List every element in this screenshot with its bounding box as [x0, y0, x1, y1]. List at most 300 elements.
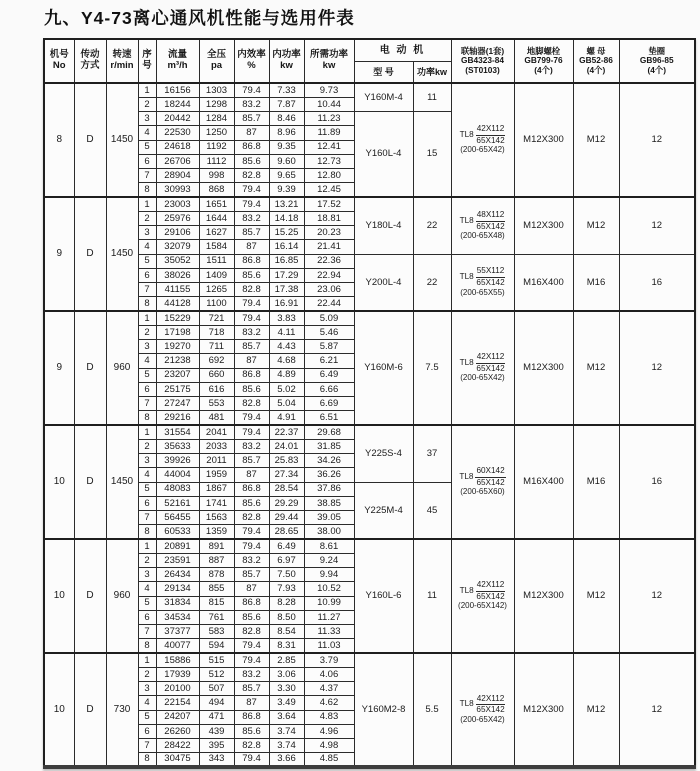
flow-cell: 27247: [156, 397, 199, 411]
pressure-cell: 1192: [199, 140, 234, 154]
required-power-cell: 4.06: [304, 667, 354, 681]
seq-cell: 1: [138, 197, 156, 211]
efficiency-cell: 86.8: [234, 368, 269, 382]
header-cell-seq: 序 号: [138, 39, 156, 83]
motor-model-cell: Y225S-4: [354, 425, 413, 482]
header-cell-motor-power: 功率kw: [413, 61, 451, 83]
anchor-bolt-cell: M12X300: [514, 539, 573, 653]
flow-cell: 31834: [156, 596, 199, 610]
page-title: 九、Y4-73离心通风机性能与选用件表: [44, 8, 355, 28]
pressure-cell: 2041: [199, 425, 234, 439]
coupling-note: (200-65X55): [460, 287, 505, 297]
flow-cell: 44128: [156, 297, 199, 311]
internal-power-cell: 25.83: [269, 454, 304, 468]
seq-cell: 3: [138, 682, 156, 696]
anchor-bolt-cell: M16X400: [514, 425, 573, 539]
efficiency-cell: 79.4: [234, 311, 269, 325]
header-cell-coupling: 联轴器(1套) GB4323-84 (ST0103): [451, 39, 514, 83]
pressure-cell: 1959: [199, 468, 234, 482]
flow-cell: 44004: [156, 468, 199, 482]
required-power-cell: 6.69: [304, 397, 354, 411]
motor-power-cell: 11: [413, 539, 451, 653]
required-power-cell: 5.87: [304, 340, 354, 354]
pressure-cell: 594: [199, 639, 234, 653]
efficiency-cell: 85.6: [234, 724, 269, 738]
motor-power-cell: 5.5: [413, 653, 451, 767]
internal-power-cell: 28.54: [269, 482, 304, 496]
required-power-cell: 21.41: [304, 240, 354, 254]
pressure-cell: 891: [199, 539, 234, 553]
efficiency-cell: 83.2: [234, 667, 269, 681]
nut-cell: M12: [573, 311, 619, 425]
required-power-cell: 11.03: [304, 639, 354, 653]
seq-cell: 1: [138, 539, 156, 553]
efficiency-cell: 83.2: [234, 553, 269, 567]
pressure-cell: 1303: [199, 83, 234, 97]
internal-power-cell: 7.33: [269, 83, 304, 97]
required-power-cell: 9.94: [304, 568, 354, 582]
internal-power-cell: 16.91: [269, 297, 304, 311]
flow-cell: 26260: [156, 724, 199, 738]
required-power-cell: 12.45: [304, 183, 354, 197]
pressure-cell: 855: [199, 582, 234, 596]
internal-power-cell: 3.66: [269, 753, 304, 767]
internal-power-cell: 4.89: [269, 368, 304, 382]
efficiency-cell: 87: [234, 582, 269, 596]
coupling-note: (200-65X48): [460, 231, 505, 241]
internal-power-cell: 3.64: [269, 710, 304, 724]
pressure-cell: 1250: [199, 126, 234, 140]
pressure-cell: 711: [199, 340, 234, 354]
required-power-cell: 36.26: [304, 468, 354, 482]
header-cell-required-power: 所需功率 kw: [304, 39, 354, 83]
nut-cell: M16: [573, 425, 619, 539]
efficiency-cell: 87: [234, 240, 269, 254]
internal-power-cell: 8.46: [269, 112, 304, 126]
flow-cell: 38026: [156, 268, 199, 282]
internal-power-cell: 8.54: [269, 625, 304, 639]
internal-power-cell: 27.34: [269, 468, 304, 482]
pressure-cell: 1359: [199, 525, 234, 539]
internal-power-cell: 22.37: [269, 425, 304, 439]
pressure-cell: 512: [199, 667, 234, 681]
required-power-cell: 6.51: [304, 411, 354, 425]
efficiency-cell: 79.4: [234, 539, 269, 553]
required-power-cell: 10.99: [304, 596, 354, 610]
efficiency-cell: 82.8: [234, 397, 269, 411]
efficiency-cell: 85.7: [234, 682, 269, 696]
required-power-cell: 39.05: [304, 511, 354, 525]
efficiency-cell: 85.6: [234, 268, 269, 282]
seq-cell: 7: [138, 511, 156, 525]
flow-cell: 28904: [156, 169, 199, 183]
flow-cell: 20100: [156, 682, 199, 696]
pressure-cell: 1100: [199, 297, 234, 311]
efficiency-cell: 82.8: [234, 625, 269, 639]
required-power-cell: 9.73: [304, 83, 354, 97]
pressure-cell: 507: [199, 682, 234, 696]
efficiency-cell: 86.8: [234, 710, 269, 724]
pressure-cell: 1584: [199, 240, 234, 254]
pressure-cell: 1563: [199, 511, 234, 525]
required-power-cell: 5.46: [304, 325, 354, 339]
seq-cell: 1: [138, 311, 156, 325]
pressure-cell: 761: [199, 610, 234, 624]
header-cell-flow: 流量 m³/h: [156, 39, 199, 83]
pressure-cell: 815: [199, 596, 234, 610]
header-cell-anchor-bolt: 地脚螺栓 GB799-76 (4个): [514, 39, 573, 83]
flow-cell: 16156: [156, 83, 199, 97]
internal-power-cell: 3.74: [269, 724, 304, 738]
internal-power-cell: 17.29: [269, 268, 304, 282]
seq-cell: 6: [138, 610, 156, 624]
internal-power-cell: 16.85: [269, 254, 304, 268]
coupling-note: (200-65X142): [458, 601, 507, 611]
table-row: [44, 83, 695, 97]
pressure-cell: 553: [199, 397, 234, 411]
flow-cell: 21238: [156, 354, 199, 368]
coupling-cell: [451, 539, 514, 653]
coupling-note: (200-65X42): [460, 373, 505, 383]
flow-cell: 48083: [156, 482, 199, 496]
seq-cell: 2: [138, 211, 156, 225]
seq-cell: 8: [138, 639, 156, 653]
seq-cell: 1: [138, 83, 156, 97]
required-power-cell: 22.36: [304, 254, 354, 268]
efficiency-cell: 82.8: [234, 511, 269, 525]
required-power-cell: 9.24: [304, 553, 354, 567]
required-power-cell: 10.44: [304, 97, 354, 111]
pressure-cell: 439: [199, 724, 234, 738]
header-cell-pressure: 全压 pa: [199, 39, 234, 83]
flow-cell: 56455: [156, 511, 199, 525]
pressure-cell: 998: [199, 169, 234, 183]
seq-cell: 6: [138, 724, 156, 738]
seq-cell: 2: [138, 667, 156, 681]
motor-power-cell: 15: [413, 112, 451, 198]
speed-cell: 730: [106, 653, 138, 767]
fan-performance-table: [43, 38, 696, 769]
flow-cell: 23003: [156, 197, 199, 211]
header-cell-washer: 垫圈 GB96-85 (4个): [619, 39, 695, 83]
header-cell-motor-model: 型 号: [354, 61, 413, 83]
flow-cell: 28422: [156, 739, 199, 753]
coupling-cell: [451, 83, 514, 197]
pressure-cell: 583: [199, 625, 234, 639]
speed-cell: 1450: [106, 425, 138, 539]
seq-cell: 7: [138, 397, 156, 411]
required-power-cell: 11.23: [304, 112, 354, 126]
seq-cell: 3: [138, 568, 156, 582]
speed-cell: 1450: [106, 83, 138, 197]
header-cell-nut: 螺 母 GB52-86 (4个): [573, 39, 619, 83]
machine-no-cell: 8: [44, 83, 74, 197]
efficiency-cell: 85.6: [234, 496, 269, 510]
required-power-cell: 18.81: [304, 211, 354, 225]
anchor-bolt-cell: M12X300: [514, 311, 573, 425]
pressure-cell: 2011: [199, 454, 234, 468]
drive-mode-cell: D: [74, 539, 106, 653]
required-power-cell: 4.85: [304, 753, 354, 767]
required-power-cell: 4.83: [304, 710, 354, 724]
efficiency-cell: 85.6: [234, 382, 269, 396]
flow-cell: 15229: [156, 311, 199, 325]
flow-cell: 24618: [156, 140, 199, 154]
coupling-note: (200-65X42): [460, 145, 505, 155]
seq-cell: 4: [138, 240, 156, 254]
drive-mode-cell: D: [74, 425, 106, 539]
seq-cell: 5: [138, 596, 156, 610]
internal-power-cell: 16.14: [269, 240, 304, 254]
efficiency-cell: 79.4: [234, 197, 269, 211]
internal-power-cell: 6.49: [269, 539, 304, 553]
coupling-note: (200-65X42): [460, 714, 505, 724]
efficiency-cell: 82.8: [234, 739, 269, 753]
motor-model-cell: Y225M-4: [354, 482, 413, 539]
flow-cell: 52161: [156, 496, 199, 510]
machine-no-cell: 10: [44, 425, 74, 539]
efficiency-cell: 85.7: [234, 568, 269, 582]
coupling-note: (200-65X60): [460, 487, 505, 497]
efficiency-cell: 83.2: [234, 439, 269, 453]
pressure-cell: 868: [199, 183, 234, 197]
seq-cell: 5: [138, 482, 156, 496]
flow-cell: 22154: [156, 696, 199, 710]
table-row: [44, 311, 695, 325]
flow-cell: 37377: [156, 625, 199, 639]
motor-model-cell: Y160M2-8: [354, 653, 413, 767]
flow-cell: 31554: [156, 425, 199, 439]
pressure-cell: 887: [199, 553, 234, 567]
header-cell-machine-no: 机号 No: [44, 39, 74, 83]
header-cell-motor: 电 动 机: [354, 39, 451, 61]
motor-power-cell: 7.5: [413, 311, 451, 425]
efficiency-cell: 85.7: [234, 226, 269, 240]
pressure-cell: 692: [199, 354, 234, 368]
pressure-cell: 494: [199, 696, 234, 710]
seq-cell: 4: [138, 696, 156, 710]
pressure-cell: 343: [199, 753, 234, 767]
washer-cell: 12: [619, 311, 695, 425]
flow-cell: 15886: [156, 653, 199, 667]
required-power-cell: 10.52: [304, 582, 354, 596]
internal-power-cell: 7.50: [269, 568, 304, 582]
drive-mode-cell: D: [74, 653, 106, 767]
seq-cell: 7: [138, 739, 156, 753]
efficiency-cell: 87: [234, 354, 269, 368]
internal-power-cell: 4.68: [269, 354, 304, 368]
motor-power-cell: 22: [413, 197, 451, 254]
required-power-cell: 4.98: [304, 739, 354, 753]
flow-cell: 39926: [156, 454, 199, 468]
internal-power-cell: 17.38: [269, 283, 304, 297]
washer-cell: 12: [619, 83, 695, 197]
efficiency-cell: 85.7: [234, 112, 269, 126]
internal-power-cell: 13.21: [269, 197, 304, 211]
header-cell-drive-mode: 传动 方式: [74, 39, 106, 83]
required-power-cell: 8.61: [304, 539, 354, 553]
flow-cell: 19270: [156, 340, 199, 354]
anchor-bolt-cell: M16X400: [514, 254, 573, 311]
seq-cell: 2: [138, 97, 156, 111]
seq-cell: 8: [138, 297, 156, 311]
speed-cell: 960: [106, 311, 138, 425]
nut-cell: M12: [573, 653, 619, 767]
header-cell-internal-power: 内功率 kw: [269, 39, 304, 83]
required-power-cell: 20.23: [304, 226, 354, 240]
pressure-cell: 1651: [199, 197, 234, 211]
table-header: [44, 39, 695, 83]
flow-cell: 30993: [156, 183, 199, 197]
coupling-spec: TL8 $\frac{42X112}{65X142}$: [459, 124, 505, 145]
required-power-cell: 17.52: [304, 197, 354, 211]
flow-cell: 23207: [156, 368, 199, 382]
anchor-bolt-cell: M12X300: [514, 197, 573, 254]
efficiency-cell: 79.4: [234, 183, 269, 197]
internal-power-cell: 4.91: [269, 411, 304, 425]
efficiency-cell: 82.8: [234, 283, 269, 297]
efficiency-cell: 79.4: [234, 297, 269, 311]
nut-cell: M16: [573, 254, 619, 311]
seq-cell: 5: [138, 368, 156, 382]
internal-power-cell: 3.30: [269, 682, 304, 696]
pressure-cell: 515: [199, 653, 234, 667]
internal-power-cell: 3.83: [269, 311, 304, 325]
seq-cell: 8: [138, 411, 156, 425]
efficiency-cell: 83.2: [234, 97, 269, 111]
seq-cell: 1: [138, 425, 156, 439]
internal-power-cell: 8.50: [269, 610, 304, 624]
required-power-cell: 12.73: [304, 154, 354, 168]
motor-model-cell: Y160L-4: [354, 112, 413, 198]
required-power-cell: 22.44: [304, 297, 354, 311]
internal-power-cell: 4.43: [269, 340, 304, 354]
required-power-cell: 34.26: [304, 454, 354, 468]
internal-power-cell: 7.87: [269, 97, 304, 111]
seq-cell: 3: [138, 454, 156, 468]
pressure-cell: 1112: [199, 154, 234, 168]
internal-power-cell: 9.35: [269, 140, 304, 154]
seq-cell: 5: [138, 140, 156, 154]
flow-cell: 60533: [156, 525, 199, 539]
seq-cell: 2: [138, 439, 156, 453]
speed-cell: 960: [106, 539, 138, 653]
seq-cell: 3: [138, 340, 156, 354]
required-power-cell: 29.68: [304, 425, 354, 439]
pressure-cell: 721: [199, 311, 234, 325]
washer-cell: 12: [619, 653, 695, 767]
flow-cell: 18244: [156, 97, 199, 111]
seq-cell: 4: [138, 468, 156, 482]
washer-cell: 16: [619, 425, 695, 539]
pressure-cell: 1409: [199, 268, 234, 282]
motor-power-cell: 37: [413, 425, 451, 482]
motor-model-cell: Y160M-6: [354, 311, 413, 425]
internal-power-cell: 9.65: [269, 169, 304, 183]
coupling-cell: [451, 425, 514, 539]
motor-model-cell: Y160M-4: [354, 83, 413, 112]
flow-cell: 35052: [156, 254, 199, 268]
internal-power-cell: 24.01: [269, 439, 304, 453]
coupling-spec: TL8 $\frac{48X112}{65X142}$: [459, 209, 505, 231]
internal-power-cell: 3.74: [269, 739, 304, 753]
efficiency-cell: 86.8: [234, 254, 269, 268]
motor-model-cell: Y160L-6: [354, 539, 413, 653]
internal-power-cell: 4.11: [269, 325, 304, 339]
efficiency-cell: 82.8: [234, 169, 269, 183]
efficiency-cell: 85.6: [234, 610, 269, 624]
machine-no-cell: 9: [44, 311, 74, 425]
pressure-cell: 1867: [199, 482, 234, 496]
internal-power-cell: 7.93: [269, 582, 304, 596]
efficiency-cell: 86.8: [234, 482, 269, 496]
speed-cell: 1450: [106, 197, 138, 311]
internal-power-cell: 9.39: [269, 183, 304, 197]
flow-cell: 29106: [156, 226, 199, 240]
table-row: [44, 539, 695, 553]
anchor-bolt-cell: M12X300: [514, 653, 573, 767]
required-power-cell: 4.62: [304, 696, 354, 710]
pressure-cell: 660: [199, 368, 234, 382]
internal-power-cell: 3.06: [269, 667, 304, 681]
seq-cell: 4: [138, 126, 156, 140]
flow-cell: 29134: [156, 582, 199, 596]
machine-no-cell: 10: [44, 539, 74, 653]
required-power-cell: 6.21: [304, 354, 354, 368]
seq-cell: 7: [138, 625, 156, 639]
seq-cell: 5: [138, 710, 156, 724]
pressure-cell: 1627: [199, 226, 234, 240]
pressure-cell: 1284: [199, 112, 234, 126]
motor-power-cell: 22: [413, 254, 451, 311]
drive-mode-cell: D: [74, 197, 106, 311]
internal-power-cell: 29.29: [269, 496, 304, 510]
required-power-cell: 4.37: [304, 682, 354, 696]
efficiency-cell: 87: [234, 468, 269, 482]
coupling-cell: [451, 653, 514, 767]
motor-model-cell: Y180L-4: [354, 197, 413, 254]
required-power-cell: 12.80: [304, 169, 354, 183]
coupling-spec: TL8 $\frac{60X142}{65X142}$: [459, 466, 505, 487]
required-power-cell: 23.06: [304, 283, 354, 297]
washer-cell: 12: [619, 197, 695, 254]
flow-cell: 25976: [156, 211, 199, 225]
pressure-cell: 471: [199, 710, 234, 724]
pressure-cell: 1741: [199, 496, 234, 510]
pressure-cell: 1265: [199, 283, 234, 297]
seq-cell: 7: [138, 169, 156, 183]
flow-cell: 26434: [156, 568, 199, 582]
coupling-cell: [451, 197, 514, 254]
header-row-1: [44, 39, 695, 61]
flow-cell: 30475: [156, 753, 199, 767]
flow-cell: 25175: [156, 382, 199, 396]
internal-power-cell: 14.18: [269, 211, 304, 225]
washer-cell: 16: [619, 254, 695, 311]
machine-no-cell: 9: [44, 197, 74, 311]
motor-power-cell: 11: [413, 83, 451, 112]
coupling-spec: TL8 $\frac{42X112}{65X142}$: [459, 352, 505, 373]
flow-cell: 17198: [156, 325, 199, 339]
pressure-cell: 1298: [199, 97, 234, 111]
table-row: [44, 425, 695, 439]
flow-cell: 20891: [156, 539, 199, 553]
required-power-cell: 12.41: [304, 140, 354, 154]
required-power-cell: 5.09: [304, 311, 354, 325]
efficiency-cell: 87: [234, 696, 269, 710]
flow-cell: 24207: [156, 710, 199, 724]
seq-cell: 3: [138, 112, 156, 126]
